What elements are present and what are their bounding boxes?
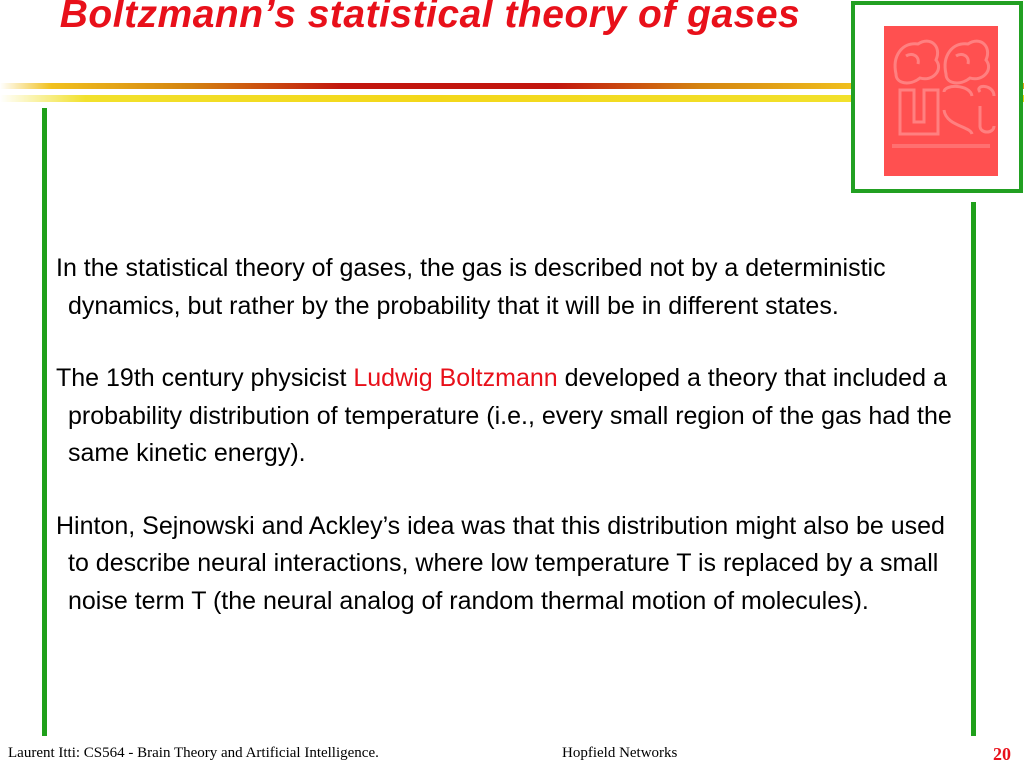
slide-body — [56, 250, 971, 655]
brain-usc-logo-icon — [884, 26, 998, 176]
right-accent-line — [971, 202, 976, 736]
header-band-bottom — [0, 95, 855, 102]
paragraph-hinton-idea: Hinton, Sejnowski and Ackley’s idea was that this distribution might also be used to describe neural interactions, where low temperature T is replaced by a small noise term T (the neural analog of random thermal motion of molecules). — [56, 511, 945, 615]
paragraph-statistical-theory: In the statistical theory of gases, the gas is described not by a deterministic dynamics, but rather by the probability that it will be in different states. — [56, 254, 886, 320]
paragraph-boltzmann-rest: developed a theory that included a probability distribution of temperature (i.e., every small region of the gas had the same kinetic energy). — [68, 364, 952, 467]
footer-topic: Hopfield Networks — [562, 745, 678, 761]
left-accent-line — [42, 108, 47, 736]
page-number: 20 — [993, 744, 1011, 764]
boltzmann-name-highlight: Ludwig Boltzmann — [353, 364, 558, 392]
paragraph-boltzmann — [56, 360, 971, 473]
paragraph-boltzmann-intro: The 19th century physicist — [56, 364, 354, 392]
footer-course: Laurent Itti: CS564 - Brain Theory and Artificial Intelligence. — [8, 745, 379, 761]
header-band-top — [0, 83, 855, 89]
logo-frame — [851, 1, 1023, 193]
slide-title: Boltzmann’s statistical theory of gases — [59, 0, 801, 36]
